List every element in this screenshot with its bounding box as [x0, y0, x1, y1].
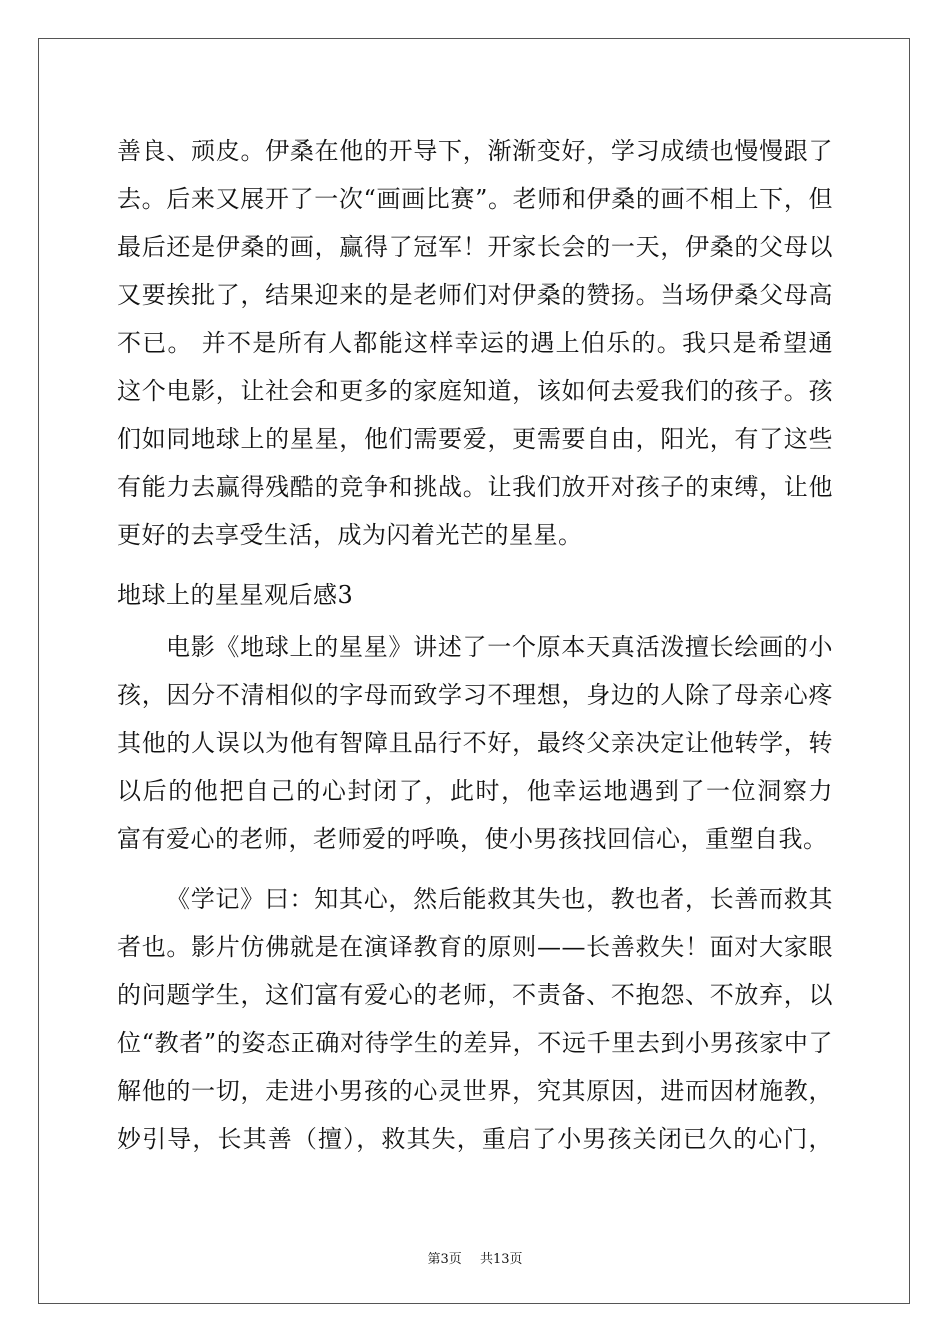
text-line: 有能力去赢得残酷的竞争和挑战。让我们放开对孩子的束缚，让他	[117, 473, 833, 501]
text-line: 去。后来又展开了一次“画画比赛”。老师和伊桑的画不相上下，但	[117, 185, 833, 213]
page-border	[38, 38, 910, 1304]
text-line: 又要挨批了，结果迎来的是老师们对伊桑的赞扬。当场伊桑父母高	[117, 281, 833, 309]
page-number: 第3页	[427, 1252, 462, 1267]
text-line: 最后还是伊桑的画，赢得了冠军！开家长会的一天，伊桑的父母以	[117, 233, 833, 261]
text-line: 的问题学生，这们富有爱心的老师，不责备、不抱怨、不放弃，以	[117, 981, 833, 1009]
text-line: 解他的一切，走进小男孩的心灵世界，究其原因，进而因材施教，	[117, 1077, 833, 1105]
page-total: 共13页	[479, 1252, 523, 1267]
text-line: 妙引导，长其善（擅），救其失，重启了小男孩关闭已久的心门，	[117, 1125, 833, 1153]
text-line: 者也。影片仿佛就是在演译教育的原则——长善救失！面对大家眼	[117, 933, 833, 961]
text-line: 这个电影，让社会和更多的家庭知道，该如何去爱我们的孩子。孩	[117, 377, 833, 405]
section-heading: 地球上的星星观后感3	[117, 581, 354, 609]
text-line: 善良、顽皮。伊桑在他的开导下，渐渐变好，学习成绩也慢慢跟了	[117, 137, 833, 165]
text-line: 位“教者”的姿态正确对待学生的差异，不远千里去到小男孩家中了	[117, 1029, 833, 1057]
text-line: 以后的他把自己的心封闭了，此时，他幸运地遇到了一位洞察力	[117, 777, 833, 805]
text-line: 其他的人误以为他有智障且品行不好，最终父亲决定让他转学，转	[117, 729, 833, 757]
text-line: 不已。 并不是所有人都能这样幸运的遇上伯乐的。我只是希望通	[117, 329, 833, 357]
page-footer	[0, 1248, 950, 1267]
text-line: 们如同地球上的星星，他们需要爱，更需要自由，阳光，有了这些	[117, 425, 833, 453]
text-line: 更好的去享受生活，成为闪着光芒的星星。	[117, 521, 583, 549]
text-line: 电影《地球上的星星》讲述了一个原本天真活泼擅长绘画的小	[166, 633, 833, 661]
text-line: 《学记》曰：知其心，然后能救其失也，教也者，长善而救其	[166, 885, 833, 913]
text-line: 孩，因分不清相似的字母而致学习不理想，身边的人除了母亲心疼	[117, 681, 833, 709]
text-line: 富有爱心的老师，老师爱的呼唤，使小男孩找回信心，重塑自我。	[117, 825, 828, 853]
